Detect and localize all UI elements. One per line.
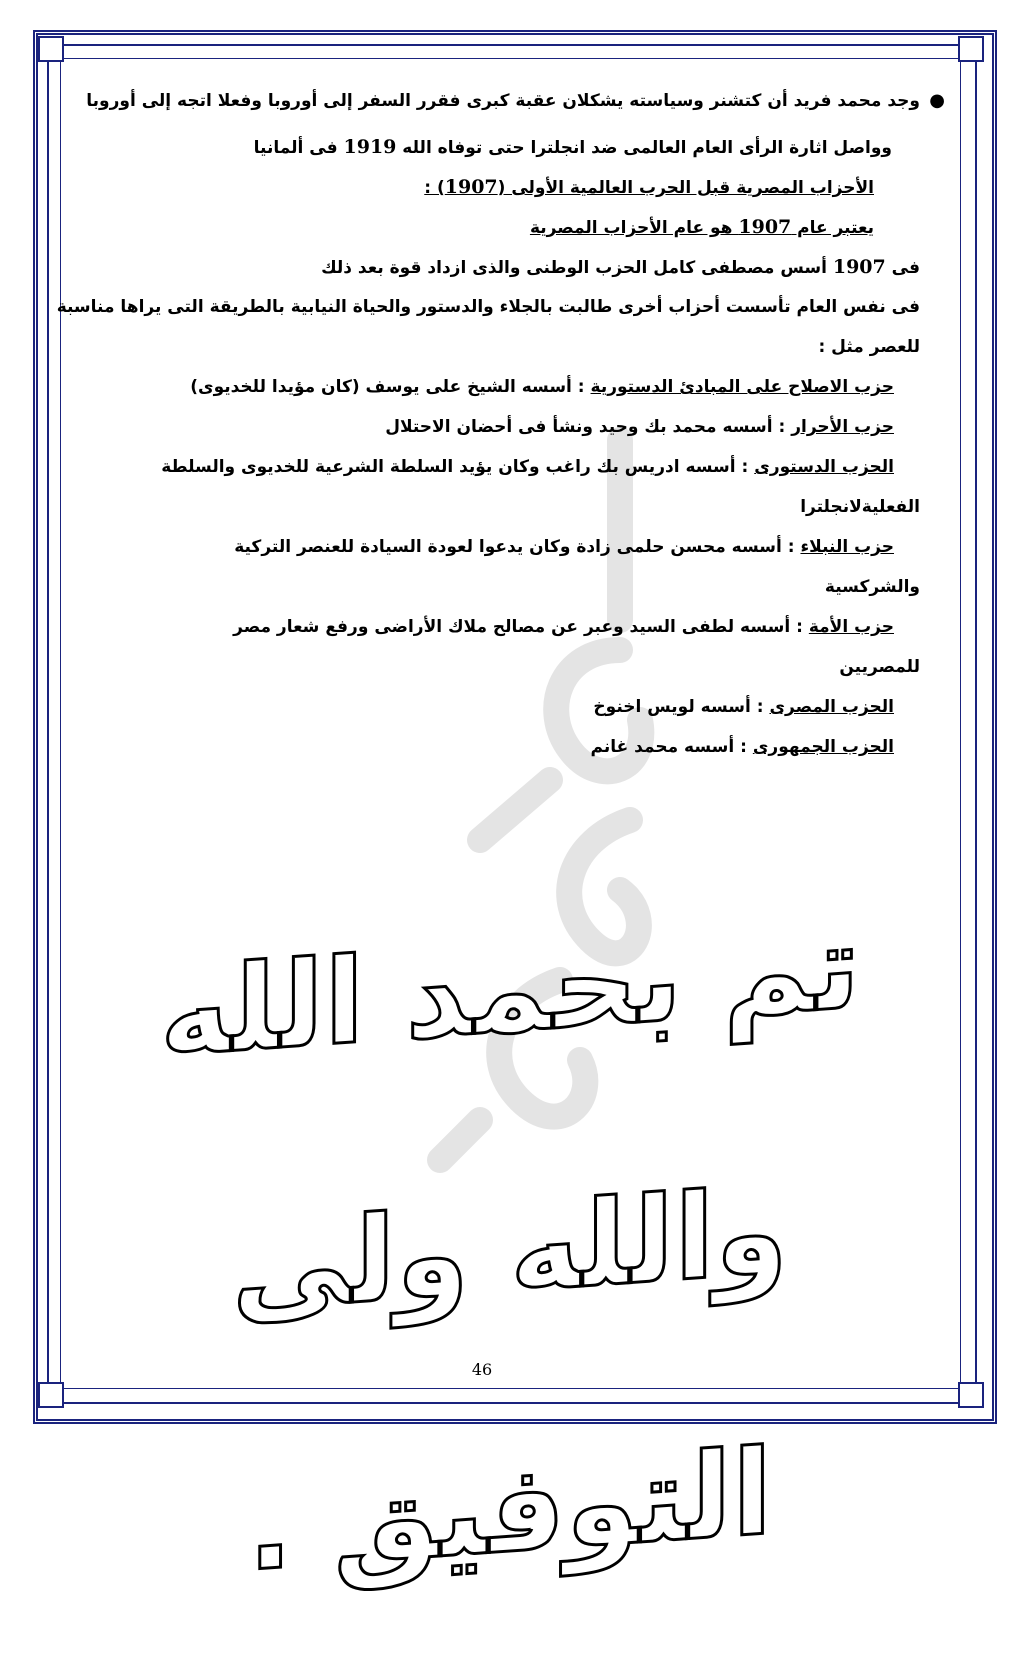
border-rule-left	[60, 58, 61, 1388]
border-corner-bottom-left	[38, 1382, 64, 1408]
bullet-icon: ●	[929, 90, 945, 111]
party-description: : أسسه محمد غانم	[590, 737, 753, 757]
text-span: وواصل اثارة الرأى العام العالمى ضد انجلترا حتى توفاه الله	[396, 138, 892, 158]
border-corner-bottom-right	[958, 1382, 984, 1408]
year: 1907	[738, 216, 792, 238]
party-name: الحزب الجمهورى	[752, 737, 894, 757]
paragraph-line	[86, 88, 945, 114]
party-item	[591, 734, 895, 760]
text-span: فى	[885, 258, 920, 278]
party-description: : أسسه لطفى السيد وعبر عن مصالح ملاك الأراضى ورفع شعار مصر	[233, 617, 809, 637]
party-name: حزب الأمة	[808, 617, 894, 637]
text-span: يعتبر عام	[791, 218, 874, 238]
text-span: الأحزاب المصرية قبل الحرب العالمية الأولى (	[497, 178, 874, 198]
text-span: وجد محمد فريد أن كتشنر وسياسته يشكلان عقبة كبرى فقرر السفر إلى أوروبا وفعلا اتجه إلى أوروبا	[86, 91, 920, 111]
party-item	[385, 414, 894, 440]
closing-wordart: تم بحمد الله والله ولى التوفيق .	[159, 896, 861, 1598]
party-item-continuation: الفعليةلانجلترا	[800, 497, 920, 517]
border-rule-top	[60, 58, 960, 59]
paragraph-line	[321, 254, 920, 281]
year: 1907	[832, 256, 886, 278]
year: 1907	[444, 176, 498, 198]
party-description: : أسسه محسن حلمى زادة وكان يدعوا لعودة السيادة للعنصر التركية	[234, 537, 801, 557]
party-name: الحزب المصرى	[769, 697, 894, 717]
party-item	[161, 454, 894, 480]
border-rule-right	[960, 58, 961, 1388]
section-subheading	[530, 214, 874, 241]
party-item-continuation: للمصريين	[839, 657, 920, 677]
text-span: هو عام الأحزاب المصرية	[529, 218, 739, 238]
page-number: 46	[471, 1360, 493, 1379]
section-heading	[424, 174, 874, 201]
paragraph-line: فى نفس العام تأسست أحزاب أخرى طالبت بالجلاء والدستور والحياة النيابية بالطريقة التى يراها مناسبة	[56, 297, 920, 317]
border-corner-top-left	[38, 36, 64, 62]
text-span: فى ألمانيا	[253, 138, 344, 158]
party-name: حزب النبلاء	[800, 537, 894, 557]
party-name: الحزب الدستورى	[754, 457, 894, 477]
party-item	[593, 694, 894, 720]
party-name: حزب الاصلاح على المبادئ الدستورية	[590, 377, 894, 397]
party-description: : أسسه محمد بك وحيد ونشأ فى أحضان الاحتلال	[385, 417, 792, 437]
party-description: : أسسه ادريس بك راغب وكان يؤيد السلطة الشرعية للخديوى والسلطة	[161, 457, 755, 477]
party-item	[234, 534, 894, 560]
party-description: : أسسه لويس اخنوخ	[593, 697, 770, 717]
party-item-continuation: والشركسية	[824, 577, 920, 597]
party-item	[233, 614, 894, 640]
paragraph-line: للعصر مثل :	[818, 337, 920, 357]
text-span: ) :	[424, 178, 445, 198]
paragraph-line	[254, 134, 892, 161]
party-description: : أسسه الشيخ على يوسف (كان مؤيدا للخديوى)	[190, 377, 591, 397]
party-item	[190, 374, 894, 400]
year: 1919	[343, 136, 397, 158]
border-corner-top-right	[958, 36, 984, 62]
party-name: حزب الأحرار	[791, 417, 894, 437]
text-span: أسس مصطفى كامل الحزب الوطنى والذى ازداد قوة بعد ذلك	[321, 258, 833, 278]
